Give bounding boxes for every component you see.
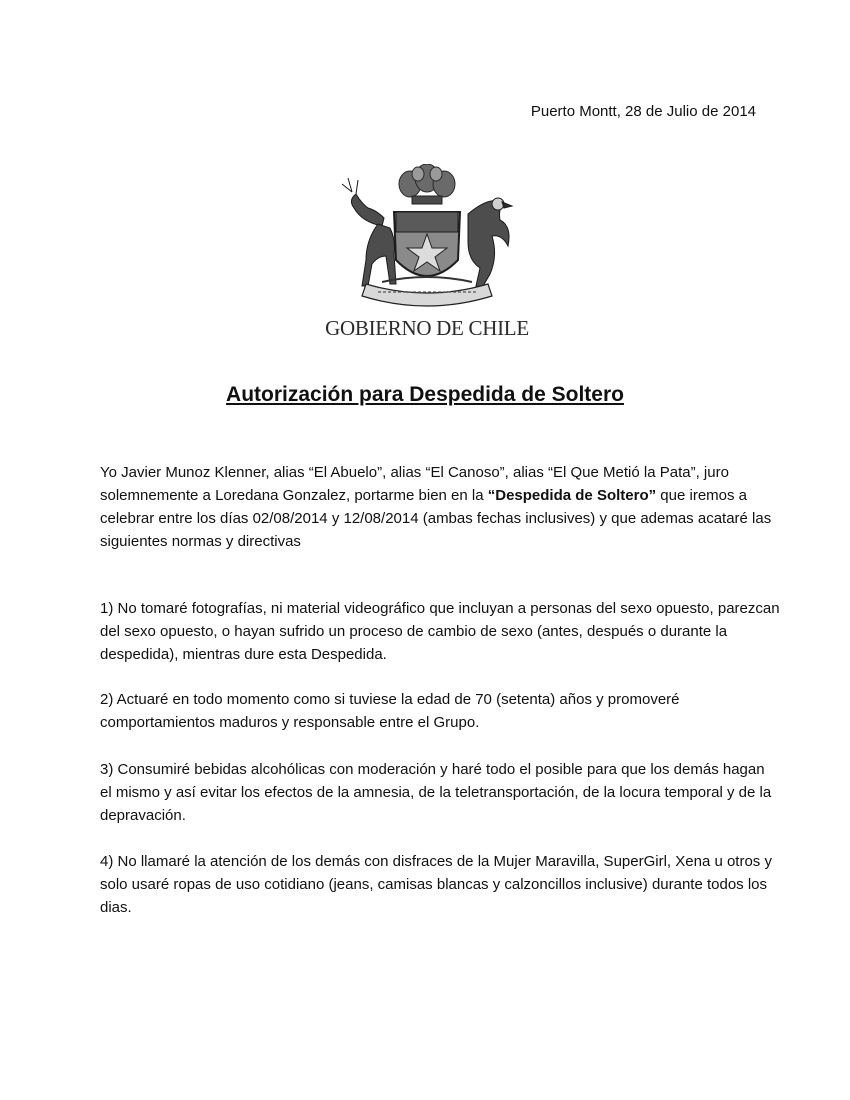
- chile-coat-of-arms-icon: [322, 164, 532, 314]
- intro-bold-event: “Despedida de Soltero”: [487, 487, 657, 504]
- intro-text-start: Yo Javier Munoz Klenner, alias “El Abuelo”, alias “El Canoso”, alias “El Que Metió la Pata”, juro solemnemente a Loredana Gonzalez, portarme bien en la: [100, 464, 729, 504]
- rule-item: 3) Consumiré bebidas alcohólicas con moderación y haré todo el posible para que los demás hagan el mismo y así evitar los efectos de la amnesia, de la teletransportación, de la locura temporal y de la depravación.: [100, 761, 772, 824]
- rule-item: 1) No tomaré fotografías, ni material videográfico que incluyan a personas del sexo opuesto, parezcan del sexo opuesto, o hayan sufrido un proceso de cambio de sexo (antes, después o durante la despedida), mientras dure esta Despedida.: [100, 600, 780, 663]
- rule-item: 4) No llamaré la atención de los demás con disfraces de la Mujer Maravilla, SuperGirl, Xena u otros y solo usaré ropas de uso cotidiano (jeans, camisas blancas y calzoncillos inclusive) durante todos los dias.: [100, 853, 772, 916]
- rule-item: 2) Actuaré en todo momento como si tuviese la edad de 70 (setenta) años y promoveré comportamientos maduros y responsable entre el Grupo.: [100, 691, 680, 731]
- document-date: Puerto Montt, 28 de Julio de 2014: [530, 103, 756, 120]
- intro-text-end: que iremos a celebrar entre los días 02/08/2014 y 12/08/2014 (ambas fechas inclusives) y que ademas acataré las siguientes normas y directivas: [100, 487, 772, 550]
- document-title: Autorización para Despedida de Soltero: [226, 383, 624, 406]
- organization-name: GOBIERNO DE CHILE: [325, 316, 529, 340]
- intro-paragraph: [100, 461, 780, 553]
